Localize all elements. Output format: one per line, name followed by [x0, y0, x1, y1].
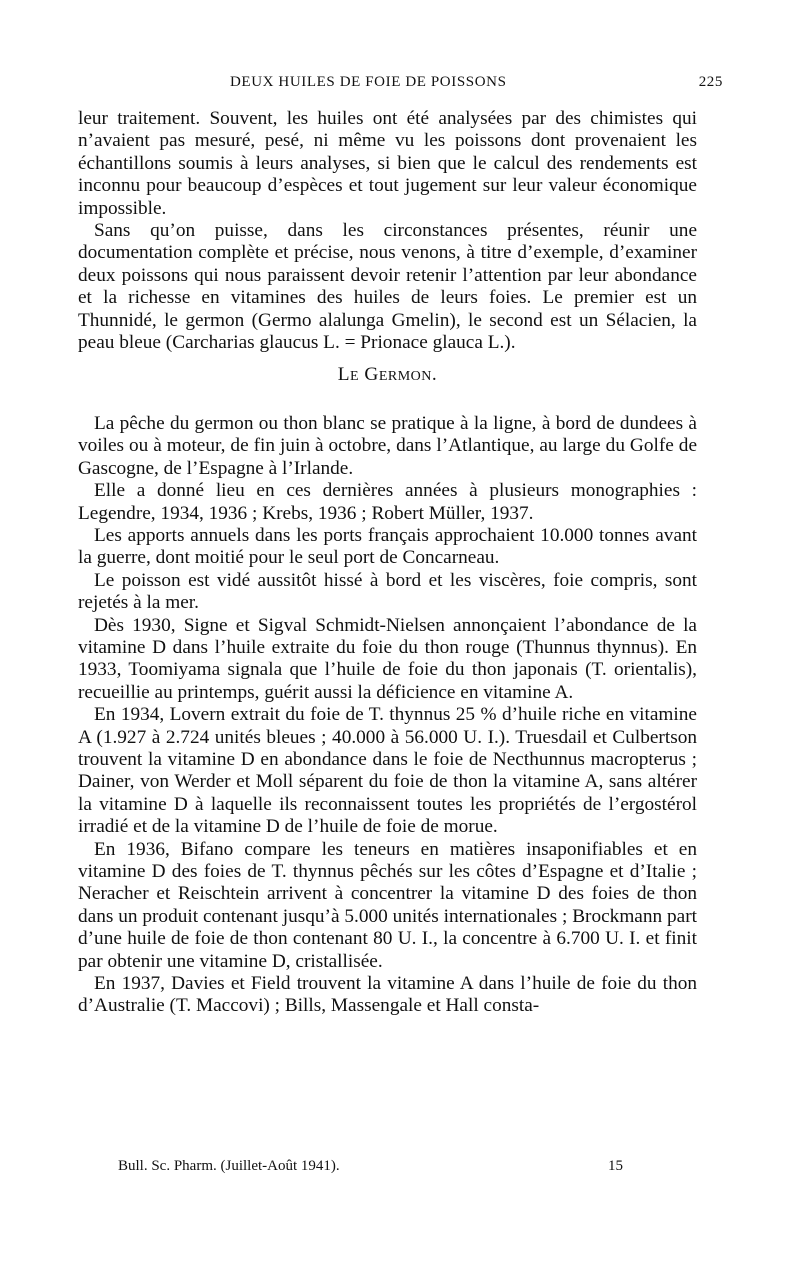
paragraph-10: En 1937, Davies et Field trouvent la vitamine A dans l’huile de foie du thon d’Australie (T. Maccovi) ; Bills, Massengale et Hall consta-	[78, 973, 697, 1017]
page-number: 225	[698, 74, 723, 90]
paragraph-5: Les apports annuels dans les ports français approchaient 10.000 tonnes avant la guerre, dont moitié pour le seul port de Concarneau.	[78, 524, 697, 569]
footer-citation: Bull. Sc. Pharm. (Juillet-Août 1941).	[118, 1158, 340, 1174]
paragraph-7: Dès 1930, Signe et Sigval Schmidt-Nielsen annonçaient l’abondance de la vitamine D dans l’huile extraite du foie du thon rouge (Thunnus thynnus). En 1933, Toomiyama signala que l’huile de foie du thon japonais (T. orientalis), recueillie au printemps, guérit aussi la déficience en vitamine A.	[78, 614, 697, 703]
footer	[118, 1158, 623, 1180]
paragraph-8: En 1934, Lovern extrait du foie de T. thynnus 25 % d’huile riche en vitamine A (1.927 à 2.724 unités bleues ; 40.000 à 56.000 U. I.). Truesdail et Culbertson trouvent la vitamine D en abondance dans le foie de Necthunnus macropterus ; Dainer, von Werder et Moll séparent du foie de thon la vitamine A, sans altérer la vitamine D à laquelle ils reconnaissent toutes les propriétés de l’ergostérol irradié et de la vitamine D de l’huile de foie de morue.	[78, 704, 697, 838]
paragraph-1: leur traitement. Souvent, les huiles ont été analysées par des chimistes qui n’avaient pas mesuré, pesé, ni même vu les poissons dont provenaient les échantillons soumis à leurs analyses, si bien que le calcul des rendements est inconnu pour beaucoup d’espèces et tout jugement sur leur valeur économique impossible.	[78, 108, 697, 219]
paragraph-2: Sans qu’on puisse, dans les circonstances présentes, réunir une documentation complète et précise, nous venons, à titre d’exemple, d’examiner deux poissons qui nous paraissent devoir retenir l’attention par leur abondance et la richesse en vitamines des huiles de leurs foies. Le premier est un Thunnidé, le germon (Germo alalunga Gmelin), le second est un Sélacien, la peau bleue (Carcharias glaucus L. = Prionace glauca L.).	[78, 220, 697, 354]
paragraph-6: Le poisson est vidé aussitôt hissé à bord et les viscères, foie compris, sont rejetés à la mer.	[78, 569, 697, 614]
paragraph-3: La pêche du germon ou thon blanc se pratique à la ligne, à bord de dundees à voiles ou à moteur, de fin juin à octobre, dans l’Atlantique, au large du Golfe de Gascogne, de l’Espagne à l’Irlande.	[78, 412, 697, 479]
signature-mark: 15	[608, 1158, 623, 1174]
section-heading: Le Germon.	[337, 364, 438, 386]
body-text	[78, 108, 697, 1018]
paragraph-4: Elle a donné lieu en ces dernières années à plusieurs monographies : Legendre, 1934, 1936 ; Krebs, 1936 ; Robert Müller, 1937.	[78, 480, 697, 524]
running-title: DEUX HUILES DE FOIE DE POISSONS	[230, 74, 507, 90]
paragraph-9: En 1936, Bifano compare les teneurs en matières insaponifiables et en vitamine D des foies de T. thynnus pêchés sur les côtes d’Espagne et d’Italie ; Neracher et Reischtein arrivent à concentrer la vitamine D des foies de thon dans un produit contenant jusqu’à 5.000 unités internationales ; Brockmann part d’une huile de foie de thon contenant 80 U. I., la concentre à 6.700 U. I. et finit par obtenir une vitamine D, cristallisée.	[78, 838, 697, 972]
running-head	[78, 74, 723, 98]
